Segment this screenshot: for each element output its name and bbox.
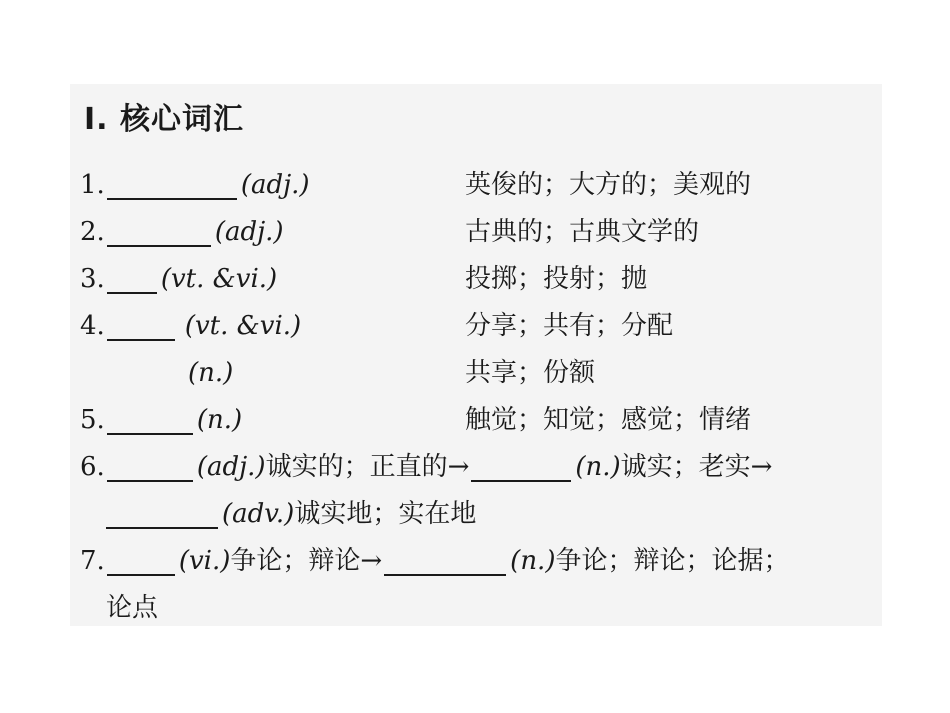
answer-blank-7b[interactable] xyxy=(384,546,506,576)
part-of-speech: (n.) xyxy=(188,358,234,388)
vocab-item-6-adverb xyxy=(104,494,476,534)
part-of-speech: (adj.) xyxy=(196,452,266,482)
part-of-speech: (adv.) xyxy=(222,499,295,529)
item-number: 5. xyxy=(80,405,105,435)
item-5-meaning: 触觉；知觉；感觉；情绪 xyxy=(465,405,752,435)
item-number: 4. xyxy=(80,311,105,341)
item-number: 6. xyxy=(80,452,105,482)
item-2-meaning: 古典的；古典文学的 xyxy=(465,217,700,247)
item-6-meaning: 诚实的；正直的→ xyxy=(265,452,470,482)
vocab-item-3 xyxy=(80,259,277,299)
answer-blank-4[interactable] xyxy=(107,311,175,341)
part-of-speech: (n.) xyxy=(510,546,556,576)
answer-blank-6a[interactable] xyxy=(107,452,193,482)
item-7-continuation: 论点 xyxy=(106,593,159,623)
item-1-meaning: 英俊的；大方的；美观的 xyxy=(465,170,752,200)
vocab-item-5 xyxy=(80,400,242,440)
part-of-speech: (vt. &vi.) xyxy=(160,264,278,294)
vocab-item-6 xyxy=(80,447,772,487)
part-of-speech: (n.) xyxy=(575,452,621,482)
vocab-item-4 xyxy=(80,306,301,346)
item-6-adverb-meaning: 诚实地；实在地 xyxy=(294,499,477,529)
part-of-speech: (adj.) xyxy=(214,217,284,247)
item-7-meaning: 争论；辩论→ xyxy=(230,546,383,576)
item-number: 1. xyxy=(80,170,105,200)
vocab-item-1 xyxy=(80,165,310,205)
vocab-item-4-noun xyxy=(188,353,233,393)
answer-blank-3[interactable] xyxy=(107,264,157,294)
answer-blank-2[interactable] xyxy=(107,217,211,247)
item-7-noun-meaning: 争论；辩论；论据； xyxy=(555,546,790,576)
part-of-speech: (vt. &vi.) xyxy=(184,311,302,341)
item-4-meaning: 分享；共有；分配 xyxy=(465,311,674,341)
part-of-speech: (vi.) xyxy=(178,546,231,576)
answer-blank-1[interactable] xyxy=(107,170,237,200)
item-3-meaning: 投掷；投射；抛 xyxy=(465,264,648,294)
vocab-item-7-continued xyxy=(106,588,158,628)
item-number: 7. xyxy=(80,546,105,576)
answer-blank-6b[interactable] xyxy=(471,452,571,482)
item-number: 3. xyxy=(80,264,105,294)
part-of-speech: (adj.) xyxy=(240,170,310,200)
item-number: 2. xyxy=(80,217,105,247)
item-4-noun-meaning: 共享；份额 xyxy=(465,358,596,388)
item-6-noun-meaning: 诚实；老实→ xyxy=(620,452,773,482)
vocab-item-2 xyxy=(80,212,284,252)
part-of-speech: (n.) xyxy=(196,405,243,435)
section-title: Ⅰ. 核心词汇 xyxy=(84,102,245,137)
answer-blank-6c[interactable] xyxy=(106,499,218,529)
vocab-item-7 xyxy=(80,541,789,581)
answer-blank-7a[interactable] xyxy=(107,546,175,576)
answer-blank-5[interactable] xyxy=(107,405,193,435)
